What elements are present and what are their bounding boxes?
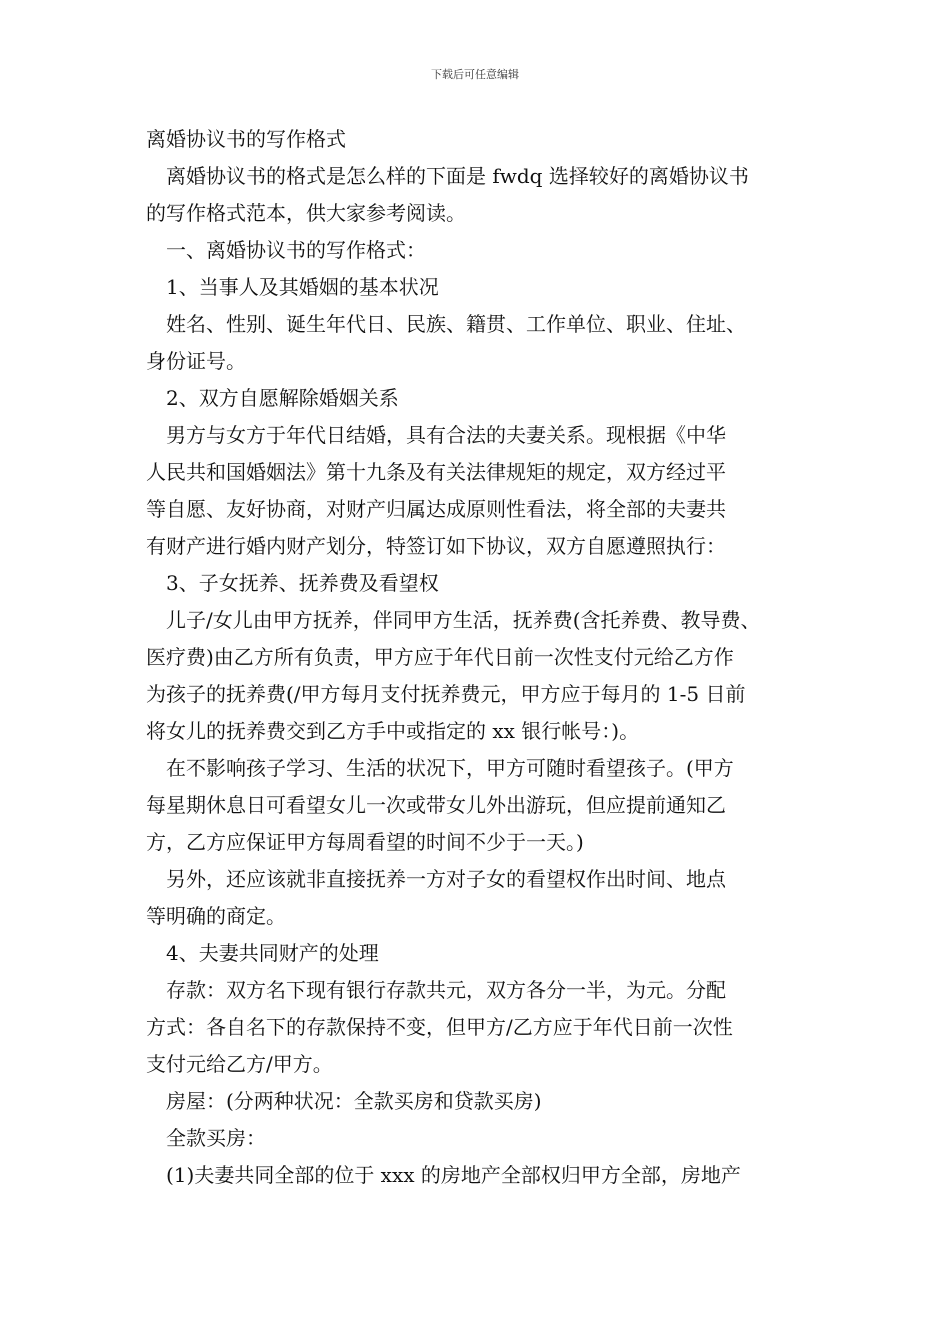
text-line: 儿子/女儿由甲方抚养，伴同甲方生活，抚养费(含托养费、教导费、 [166,608,761,632]
text-line: 房屋：(分两种状况：全款买房和贷款买房) [166,1089,542,1113]
text-line: 将女儿的抚养费交到乙方手中或指定的 xx 银行帐号：)。 [146,719,640,743]
text-line: 1、当事人及其婚姻的基本状况 [166,275,439,299]
text-line: 等自愿、友好协商，对财产归属达成原则性看法，将全部的夫妻共 [146,497,726,521]
text-line: 2、双方自愿解除婚姻关系 [166,386,399,410]
text-line: 等明确的商定。 [146,904,286,928]
text-line: 方，乙方应保证甲方每周看望的时间不少于一天。) [146,830,584,854]
text-line: 存款：双方名下现有银行存款共元，双方各分一半，为元。分配 [166,978,726,1002]
text-line: 每星期休息日可看望女儿一次或带女儿外出游玩，但应提前通知乙 [146,793,726,817]
text-line: 在不影响孩子学习、生活的状况下，甲方可随时看望孩子。(甲方 [166,756,734,780]
text-line: 有财产进行婚内财产划分，特签订如下协议，双方自愿遵照执行： [146,534,726,558]
text-line: 医疗费)由乙方所有负责，甲方应于年代日前一次性支付元给乙方作 [146,645,734,669]
header-note: 下载后可任意编辑 [431,68,519,81]
text-line: 全款买房： [166,1126,266,1150]
paragraph-lines [146,158,836,1194]
text-line: 4、夫妻共同财产的处理 [166,941,379,965]
text-line: 男方与女方于年代日结婚，具有合法的夫妻关系。现根据《中华 [166,423,726,447]
text-line: 身份证号。 [146,349,246,373]
text-line: 方式：各自名下的存款保持不变，但甲方/乙方应于年代日前一次性 [146,1015,733,1039]
text-line: (1)夫妻共同全部的位于 xxx 的房地产全部权归甲方全部，房地产 [166,1163,741,1187]
text-line: 为孩子的抚养费(/甲方每月支付抚养费元，甲方应于每月的 1-5 日前 [146,682,746,706]
text-line: 姓名、性别、诞生年代日、民族、籍贯、工作单位、职业、住址、 [166,312,746,336]
text-line: 的写作格式范本，供大家参考阅读。 [146,201,466,225]
document-title: 离婚协议书的写作格式 [146,127,346,151]
text-line: 人民共和国婚姻法》第十九条及有关法律规矩的规定，双方经过平 [146,460,726,484]
text-line: 另外，还应该就非直接抚养一方对子女的看望权作出时间、地点 [166,867,726,891]
document-body [146,121,836,1194]
text-line: 3、子女抚养、抚养费及看望权 [166,571,439,595]
text-line: 一、离婚协议书的写作格式： [166,238,426,262]
text-line: 离婚协议书的格式是怎么样的下面是 fwdq 选择较好的离婚协议书 [166,164,749,188]
text-line: 支付元给乙方/甲方。 [146,1052,333,1076]
